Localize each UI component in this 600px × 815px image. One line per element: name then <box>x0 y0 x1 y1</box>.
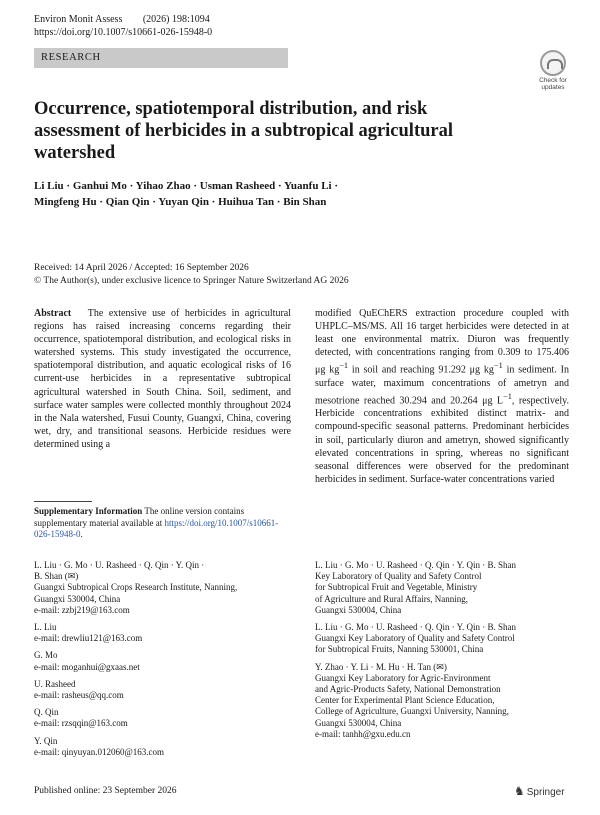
affiliation-authors: Y. Qin <box>34 735 58 746</box>
supplementary-text: The online version contains supplementary material available at <box>34 506 245 528</box>
author-email[interactable]: e-mail: rzsqqin@163.com <box>34 718 128 729</box>
volume-info: (2026) 198:1094 <box>142 14 210 25</box>
affiliations-left <box>34 560 294 764</box>
journal-header <box>34 13 210 26</box>
received-accepted: Received: 14 April 2026 / Accepted: 16 September 2026 <box>34 263 249 273</box>
check-updates-line1: Check for <box>539 77 567 84</box>
affiliation-line: Center for Experimental Plant Science Education, <box>315 695 495 706</box>
affiliation-line: Guangxi 530004, China <box>315 717 402 728</box>
abstract-right-text-2: in soil and reaching 91.292 μg kg <box>348 364 494 376</box>
affiliation-line: and Agric-Products Safety, National Demonstration <box>315 684 501 695</box>
affiliation-line: Guangxi Key Laboratory for Agric-Environment <box>315 672 491 683</box>
abstract-left-text: The extensive use of herbicides in agricultural regions has raised increasing concerns regarding their occurrence, spatiotemporal distribution, and ecological risks in watershed systems. This study investigated the occurrence, spatiotemporal distribution, and aquatic ecological risks of 16 current-use herbicides in a representative subtropical agricultural watershed in South China. Soil, sediment, and surface water samples were collected monthly throughout 2024 in the Nala watershed, Fusui County, Guangxi, China, covering wet, dry, and transitional seasons. Herbicide residues were determined using a <box>34 308 291 450</box>
supplementary-info <box>34 506 294 541</box>
affiliation-line: Guangxi Key Laboratory of Quality and Safety Control <box>315 633 515 644</box>
published-online: Published online: 23 September 2026 <box>34 786 177 796</box>
affiliation-line: of Agriculture and Rural Affairs, Nanning, <box>315 593 469 604</box>
unit-superscript: −1 <box>503 391 512 401</box>
abstract-heading: Abstract <box>34 308 72 319</box>
affiliation-block <box>34 707 294 729</box>
section-label: RESEARCH <box>34 48 288 68</box>
author-email[interactable]: e-mail: rasheus@qq.com <box>34 690 124 701</box>
affiliation-authors: U. Rasheed <box>34 678 76 689</box>
affiliation-line: College of Agriculture, Guangxi University, Nanning, <box>315 706 509 717</box>
affiliation-block <box>34 622 294 644</box>
affiliation-block <box>315 662 575 740</box>
check-updates-line2: updates <box>541 84 565 91</box>
affiliation-block <box>34 679 294 701</box>
publisher-name: Springer <box>526 787 565 798</box>
affiliation-block <box>315 622 575 656</box>
abstract-right-column <box>315 307 569 486</box>
affiliation-authors: B. Shan (✉) <box>34 571 79 582</box>
affiliation-block <box>34 650 294 672</box>
author-email[interactable]: e-mail: zzbj219@163.com <box>34 604 130 615</box>
affiliation-block <box>315 560 575 616</box>
affiliations-right <box>315 560 575 746</box>
affiliation-authors: G. Mo <box>34 650 58 661</box>
affiliation-authors: L. Liu · G. Mo · U. Rasheed · Q. Qin · Y. Qin · B. Shan <box>315 622 516 633</box>
author-email[interactable]: e-mail: qinyuyan.012060@163.com <box>34 746 165 757</box>
license-line: © The Author(s), under exclusive licence to Springer Nature Switzerland AG 2026 <box>34 275 349 286</box>
affiliation-authors: Q. Qin <box>34 707 59 718</box>
paper-title: Occurrence, spatiotemporal distribution, and risk assessment of herbicides in a subtropical agricultural watershed <box>34 99 453 163</box>
affiliation-line: Guangxi 530004, China <box>315 604 402 615</box>
affiliation-block <box>34 560 294 616</box>
check-for-updates-badge[interactable] <box>534 50 572 90</box>
springer-logo[interactable] <box>514 784 565 798</box>
unit-superscript: −1 <box>493 361 503 371</box>
journal-name: Environ Monit Assess <box>34 14 123 25</box>
affiliation-authors: L. Liu <box>34 622 57 633</box>
affiliation-block <box>34 736 294 758</box>
authors-line-1: Li Liu · Ganhui Mo · Yihao Zhao · Usman Rasheed · Yuanfu Li · <box>34 180 339 192</box>
article-dates <box>34 262 554 287</box>
unit-superscript: −1 <box>339 361 349 371</box>
supplementary-end: . <box>80 529 83 539</box>
supplementary-label: Supplementary Information <box>34 506 143 516</box>
affiliation-authors: Y. Zhao · Y. Li · M. Hu · H. Tan (✉) <box>315 661 447 672</box>
affiliation-line: for Subtropical Fruits, Nanning 530001, China <box>315 644 484 655</box>
supplementary-link[interactable]: https://doi.org/10.1007/s10661-026-15948-0 <box>34 517 279 539</box>
author-list <box>34 178 454 210</box>
affiliation-authors: L. Liu · G. Mo · U. Rasheed · Q. Qin · Y. Qin · B. Shan <box>315 560 516 570</box>
affiliation-authors: L. Liu · G. Mo · U. Rasheed · Q. Qin · Y. Qin · <box>34 560 205 570</box>
check-updates-icon <box>540 50 566 76</box>
footnote-divider <box>34 501 92 502</box>
abstract-right-text-4: , respectively. Herbicide concentrations exhibited distinct matrix- and compound-specific seasonal patterns. Predominant herbicides in soil, particularly diuron and ametryn, showed significantly elevated concentrations in spring, whereas no significant seasonal differences were observed for the predominant herbicides in sediment. Surface-water concentrations varied <box>315 395 569 485</box>
affiliation-line: Key Laboratory of Quality and Safety Control <box>315 571 482 582</box>
doi-line[interactable]: https://doi.org/10.1007/s10661-026-15948-0 <box>34 27 213 38</box>
abstract-right-text-3: in sediment. In surface water, maximum concentrations of ametryn and mesotrione reached 30.294 and 20.264 μg L <box>315 364 569 407</box>
affiliation-line: Guangxi Subtropical Crops Research Institute, Nanning, <box>34 582 238 593</box>
author-email[interactable]: e-mail: tanhh@gxu.edu.cn <box>315 728 411 739</box>
abstract-left-column <box>34 307 291 451</box>
springer-horse-icon: ♞ <box>514 784 525 798</box>
affiliation-line: Guangxi 530004, China <box>34 593 121 604</box>
affiliation-line: for Subtropical Fruit and Vegetable, Ministry <box>315 582 478 593</box>
author-email[interactable]: e-mail: moganhui@gxaas.net <box>34 661 140 672</box>
authors-line-2: Mingfeng Hu · Qian Qin · Yuyan Qin · Huihua Tan · Bin Shan <box>34 196 327 208</box>
abstract-right-text-1: modified QuEChERS extraction procedure coupled with UHPLC–MS/MS. All 16 target herbicides were detected in at least one environmental matrix. Diuron was frequently detected, with concentrations ranging from 0.309 to 175.406 μg kg <box>315 308 569 376</box>
author-email[interactable]: e-mail: drewliu121@163.com <box>34 633 143 644</box>
